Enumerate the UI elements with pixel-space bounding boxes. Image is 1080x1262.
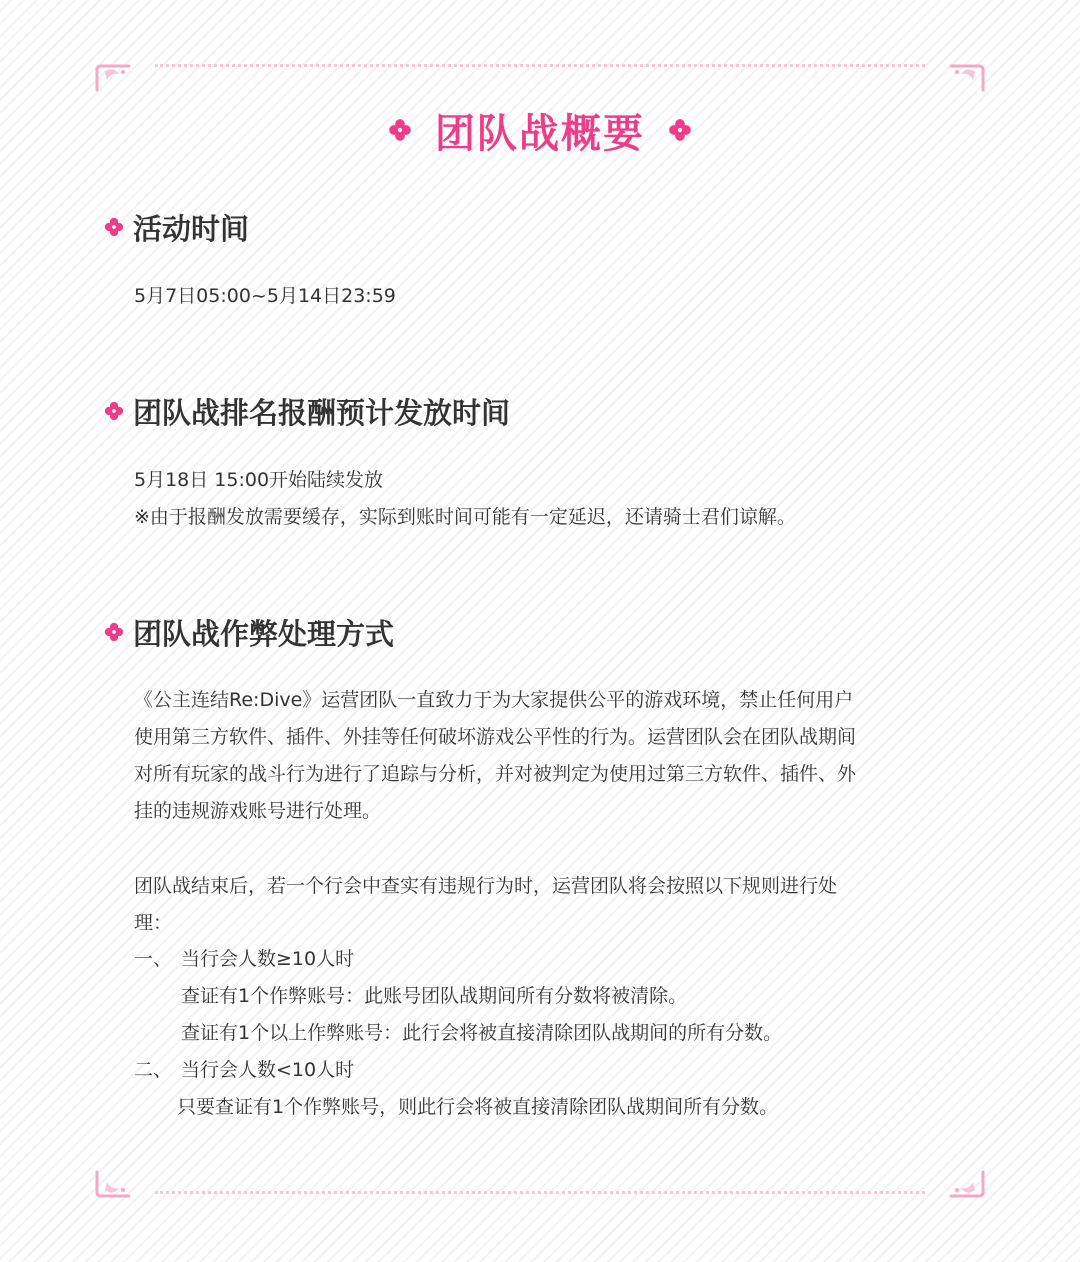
cheat-policy-paragraph-1 (134, 682, 954, 830)
section-heading-cheat-policy (103, 612, 394, 652)
rule-item: 只要查证有1个作弊账号，则此行会将被直接清除团队战期间所有分数。 (177, 1096, 779, 1118)
clover-icon (103, 400, 125, 422)
cheat-policy-rules (134, 941, 954, 1126)
paragraph-line: 对所有玩家的战斗行为进行了追踪与分析，并对被判定为使用过第三方软件、插件、外 (134, 763, 857, 785)
paragraph-line: 《公主连结Re:Dive》运营团队一直致力于为大家提供公平的游戏环境，禁止任何用户 (134, 689, 854, 711)
section-heading-event-time (103, 207, 249, 247)
rule-condition (134, 1052, 954, 1089)
section-heading-reward-time (103, 391, 510, 431)
frame-top-dotted-line (155, 64, 925, 67)
rule-condition (134, 941, 954, 978)
reward-note-text: ※由于报酬发放需要缓存，实际到账时间可能有一定延迟，还请骑士君们谅解。 (134, 506, 796, 528)
clover-icon (103, 621, 125, 643)
section-body-event-time (134, 278, 954, 315)
page-title (0, 100, 1080, 160)
ornament-corner-icon (93, 62, 133, 92)
reward-time-text: 5月18日 15:00开始陆续发放 (134, 469, 384, 491)
paragraph-line: 理： (134, 912, 173, 934)
paragraph-line: 使用第三方软件、插件、外挂等任何破坏游戏公平性的行为。运营团队会在团队战期间 (134, 726, 857, 748)
section-body-reward-time (134, 462, 954, 536)
rule-item: 查证有1个作弊账号：此账号团队战期间所有分数将被清除。 (181, 985, 688, 1007)
ornament-corner-icon (947, 62, 987, 92)
frame-bottom-dotted-line (155, 1191, 925, 1194)
rule-condition-text: 当行会人数≥10人时 (181, 948, 355, 970)
rule-label: 二、 (134, 1059, 173, 1081)
cheat-policy-paragraph-2 (134, 868, 954, 942)
section-heading-text: 团队战排名报酬预计发放时间 (133, 395, 511, 430)
clover-icon (387, 117, 413, 143)
rule-item: 查证有1个以上作弊账号：此行会将被直接清除团队战期间的所有分数。 (181, 1022, 783, 1044)
paragraph-line: 挂的违规游戏账号进行处理。 (134, 800, 382, 822)
clover-icon (103, 216, 125, 238)
paragraph-line: 团队战结束后，若一个行会中查实有违规行为时，运营团队将会按照以下规则进行处 (134, 875, 838, 897)
clover-icon (667, 117, 693, 143)
rule-condition-text: 当行会人数<10人时 (181, 1059, 355, 1081)
rule-label: 一、 (134, 948, 173, 970)
event-time-text: 5月7日05:00~5月14日23:59 (134, 285, 396, 307)
ornament-corner-icon (93, 1170, 133, 1200)
section-heading-text: 活动时间 (133, 211, 250, 246)
page-title-text: 团队战概要 (435, 110, 645, 157)
section-heading-text: 团队战作弊处理方式 (133, 616, 395, 651)
ornament-corner-icon (947, 1170, 987, 1200)
